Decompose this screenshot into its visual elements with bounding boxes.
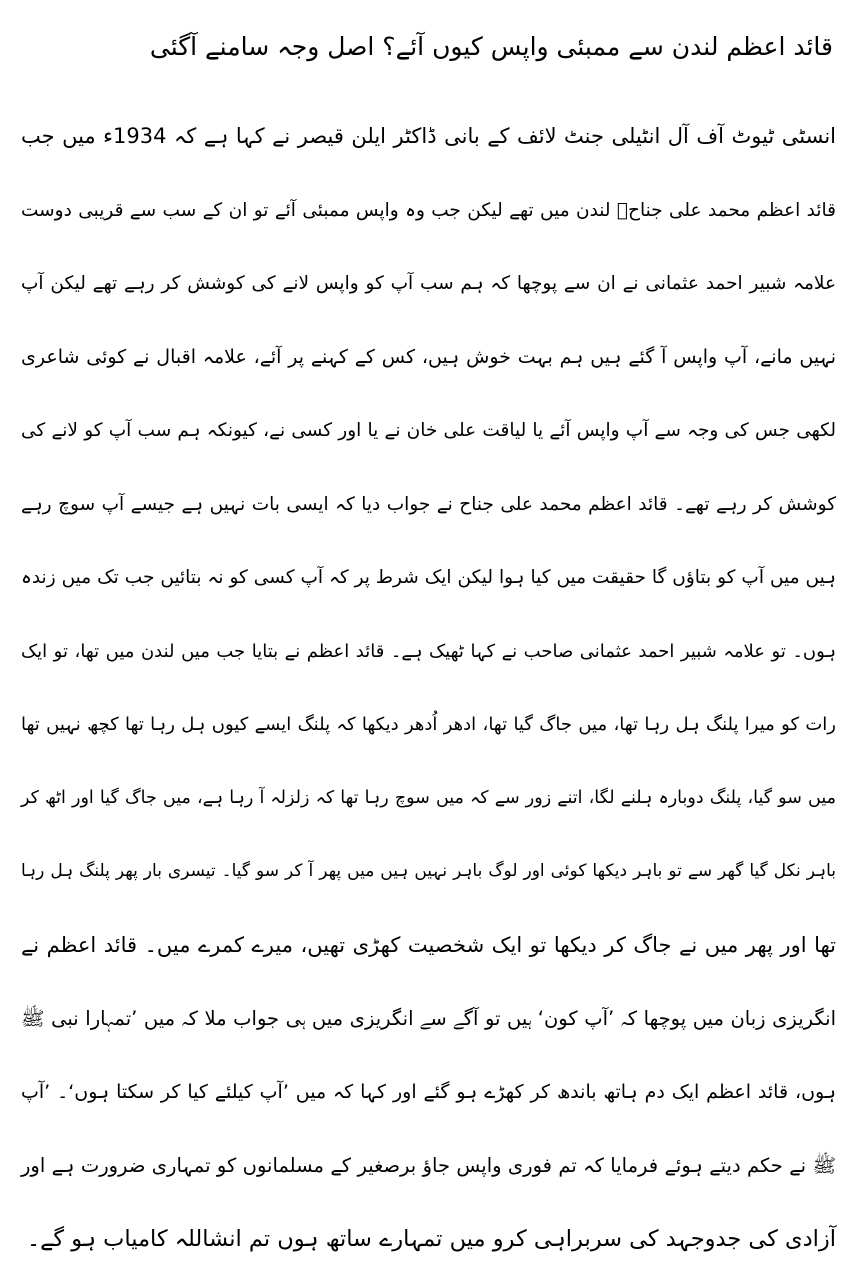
article-headline: قائد اعظم لندن سے ممبئی واپس کیوں آئے؟ اصل وجہ سامنے آگئی xyxy=(13,22,833,72)
body-line: رات کو میرا پلنگ ہل رہا تھا، میں جاگ گیا تھا، ادھر اُدھر دیکھا کہ پلنگ ایسے کیوں ہل رہا تھا کچھ نہیں تھا xyxy=(21,688,836,762)
body-line: ہوں، قائد اعظم ایک دم ہاتھ باندھ کر کھڑے ہو گئے اور کہا کہ میں ’آپ کیلئے کیا کر سکتا ہوں‘۔ ’آپ xyxy=(21,1056,836,1130)
body-line: آزادی کی جدوجہد کی سربراہی کرو میں تمہارے ساتھ ہوں تم انشاللہ کامیاب ہو گے۔ xyxy=(21,1203,836,1276)
body-line: کوشش کر رہے تھے۔ قائد اعظم محمد علی جناح نے جواب دیا کہ ایسی بات نہیں ہے جیسے آپ سوچ رہے xyxy=(21,468,836,542)
body-line: میں سو گیا، پلنگ دوبارہ ہلنے لگا، اتنے زور سے کہ میں سوچ رہا تھا کہ زلزلہ آ رہا ہے، میں جاگ گیا اور اٹھ کر xyxy=(21,762,836,836)
body-line: نہیں مانے، آپ واپس آ گئے ہیں ہم بہت خوش ہیں، کس کے کہنے پر آئے، علامہ اقبال نے کوئی شاعری xyxy=(21,321,836,395)
body-line: انگریزی زبان میں پوچھا کہ ’آپ کون‘ ہیں تو آگے سے انگریزی میں ہی جواب ملا کہ میں ’تمہارا نبی ﷺ xyxy=(21,982,836,1056)
body-line: باہر نکل گیا گھر سے تو باہر دیکھا کوئی اور لوگ باہر نہیں ہیں میں پھر آ کر سو گیا۔ تیسری بار پھر پلنگ ہل رہا xyxy=(21,835,836,909)
article-body xyxy=(21,100,836,1276)
body-line: ہیں میں آپ کو بتاؤں گا حقیقت میں کیا ہوا لیکن ایک شرط پر کہ آپ کسی کو نہ بتائیں جب تک میں زندہ xyxy=(21,541,836,615)
body-line: لکھی جس کی وجہ سے آپ واپس آئے یا لیاقت علی خان نے یا اور کسی نے، کیونکہ ہم سب آپ کو لانے کی xyxy=(21,394,836,468)
body-line: ﷺ نے حکم دیتے ہوئے فرمایا کہ تم فوری واپس جاؤ برصغیر کے مسلمانوں کو تمہاری ضرورت ہے اور xyxy=(21,1129,836,1203)
body-line: تھا اور پھر میں نے جاگ کر دیکھا تو ایک شخصیت کھڑی تھیں، میرے کمرے میں۔ قائد اعظم نے xyxy=(21,909,836,983)
body-line: ہوں۔ تو علامہ شبیر احمد عثمانی صاحب نے کہا ٹھیک ہے۔ قائد اعظم نے بتایا جب میں لندن میں تھا، تو ایک xyxy=(21,615,836,689)
body-line: قائد اعظم محمد علی جناحؒ لندن میں تھے لیکن جب وہ واپس ممبئی آئے تو ان کے سب سے قریبی دوست xyxy=(21,174,836,248)
body-line: انسٹی ٹیوٹ آف آل انٹیلی جنٹ لائف کے بانی ڈاکٹر ایلن قیصر نے کہا ہے کہ 1934ء میں جب xyxy=(21,100,836,174)
body-line: علامہ شبیر احمد عثمانی نے ان سے پوچھا کہ ہم سب آپ کو واپس لانے کی کوشش کر رہے تھے لیکن آپ xyxy=(21,247,836,321)
